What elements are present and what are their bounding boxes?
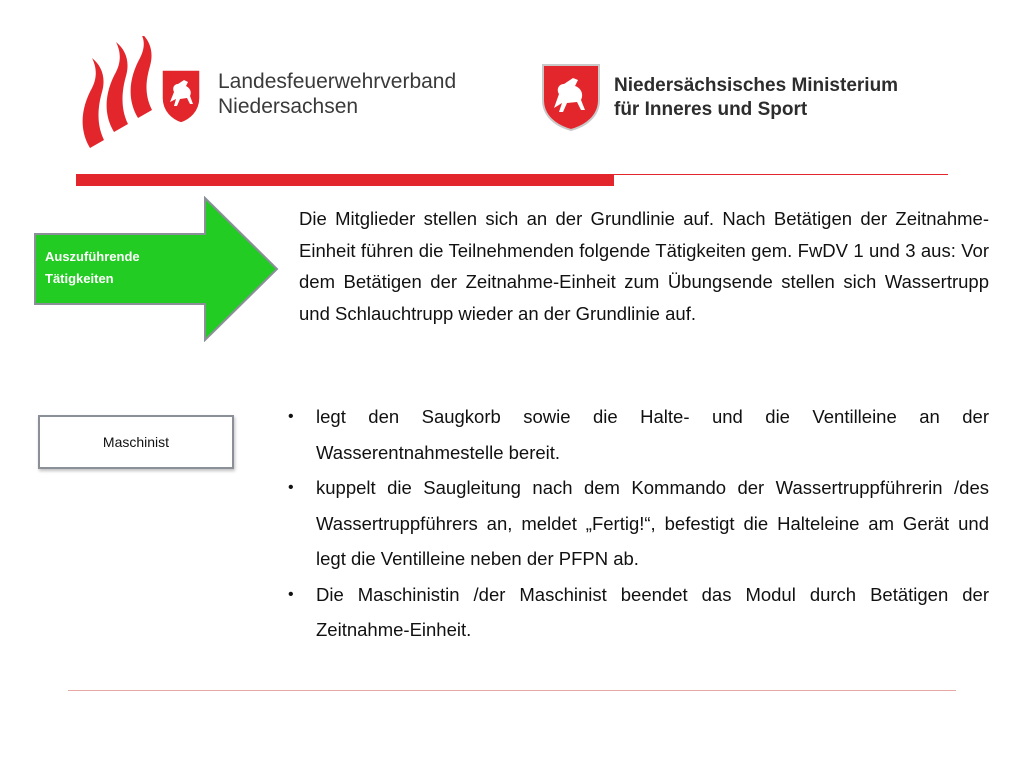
bullet-icon: • [288,408,294,425]
ministry-logo [540,62,960,136]
header-divider-thin [614,174,948,175]
list-item [286,470,989,577]
lfv-logo [76,36,496,154]
task-text: Die Maschinistin /der Maschinist beendet das Modul durch Betätigen der Zeitnahme-Einheit. [316,583,989,640]
bullet-icon: • [288,585,294,603]
section-label-line2: Tätigkeiten [45,271,114,286]
list-item [286,399,989,470]
horse-shield-icon [540,62,602,132]
ministry-name-line1: Niedersächsisches Ministerium [614,75,899,96]
intro-paragraph: Die Mitglieder stellen sich an der Grundlinie auf. Nach Betätigen der Zeitnahme-Einheit führen die Teilnehmenden folgende Tätigkeiten gem. FwDV 1 und 3 aus: Vor dem Betätigen der Zeitnahme-Einheit zum Übungsende stellen sich Wassertrupp und Schlauchtrupp wieder an der Grundlinie auf. [299,208,989,324]
header-divider-thick [76,174,614,186]
list-item [286,577,989,648]
task-list [286,399,989,648]
footer-divider [68,690,956,691]
lfv-name-line2: Niedersachsen [218,95,359,118]
role-box: Maschinist [38,415,234,469]
ministry-name [614,74,898,122]
lfv-name [218,69,456,119]
lfv-name-line1: Landesfeuerwehrverband [218,70,457,93]
task-text: legt den Saugkorb sowie die Halte- und die Ventilleine an der Wasserentnahmestelle bereit. [316,406,989,463]
task-text: kuppelt die Saugleitung nach dem Kommando der Wassertruppführerin /des Wassertruppführers an, meldet „Fertig!“, befestigt die Halteleine am Gerät und legt die Ventilleine neben der PFPN ab. [316,477,989,569]
bullet-icon: • [288,479,294,496]
section-label-line1: Auszuführende [45,249,140,264]
section-label [45,246,195,290]
flame-logo-icon [76,36,160,154]
horse-shield-icon [160,68,202,124]
ministry-name-line2: für Inneres und Sport [614,99,808,120]
